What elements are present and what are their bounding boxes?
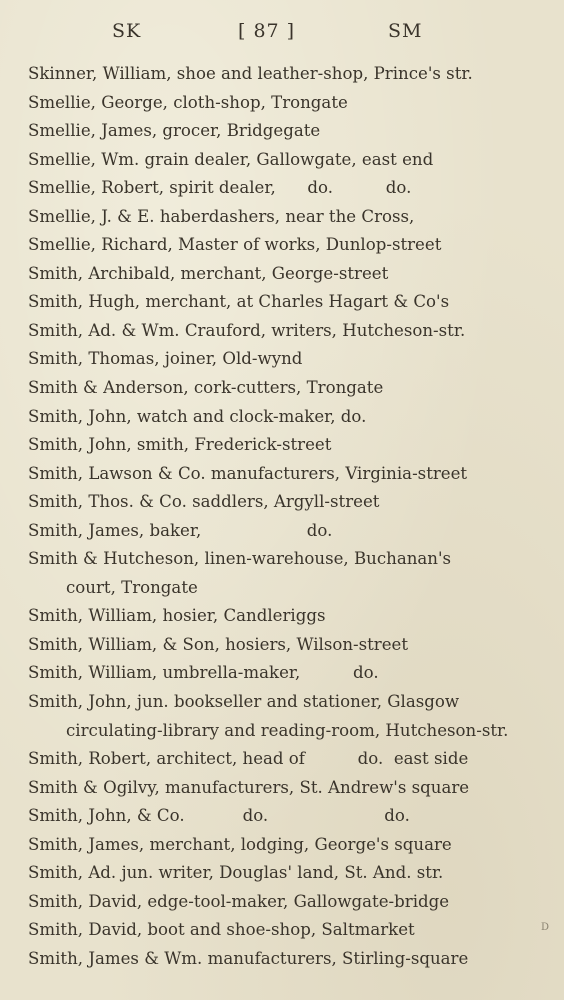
directory-entry: Smith, Hugh, merchant, at Charles Hagart & Co's	[28, 292, 450, 312]
directory-entry: Smellie, Robert, spirit dealer, do. do.	[28, 178, 412, 198]
directory-entry: Skinner, William, shoe and leather-shop, Prince's str.	[28, 64, 473, 83]
directory-entry: Smith, Archibald, merchant, George-street	[28, 263, 389, 283]
page-header	[0, 20, 564, 50]
directory-entry: Smith & Ogilvy, manufacturers, St. Andrew's square	[28, 777, 470, 797]
directory-entry: Smith, Thos. & Co. saddlers, Argyll-street	[28, 492, 380, 512]
directory-entry: Smith, John, smith, Frederick-street	[28, 435, 332, 455]
directory-entry: Smith, Ad. jun. writer, Douglas' land, St. And. str.	[28, 863, 444, 883]
directory-entry: Smellie, Wm. grain dealer, Gallowgate, east end	[28, 149, 434, 169]
directory-entry: Smith & Hutcheson, linen-warehouse, Buchanan's	[28, 549, 452, 569]
header-right-guide: SM	[388, 20, 423, 42]
directory-entry: Smith & Anderson, cork-cutters, Trongate	[28, 378, 384, 398]
directory-entry: Smith, Ad. & Wm. Crauford, writers, Hutcheson-str.	[28, 320, 466, 340]
directory-entry: Smith, James, baker, do.	[28, 520, 333, 540]
directory-entry: Smith, James & Wm. manufacturers, Stirling-square	[28, 948, 469, 968]
directory-entry: Smith, David, boot and shoe-shop, Saltmarket	[28, 920, 415, 940]
directory-entry: Smith, Robert, architect, head of do. east side	[28, 749, 469, 769]
directory-entry: Smith, James, merchant, lodging, George's square	[28, 834, 452, 854]
directory-entry: Smellie, George, cloth-shop, Trongate	[28, 92, 348, 112]
directory-entry-continuation: court, Trongate	[66, 577, 198, 597]
directory-entry-continuation: circulating-library and reading-room, Hutcheson-str.	[66, 720, 509, 740]
directory-entry: Smith, Thomas, joiner, Old-wynd	[28, 349, 303, 369]
directory-entry: Smith, William, umbrella-maker, do.	[28, 663, 379, 683]
directory-entry: Smith, John, jun. bookseller and stationer, Glasgow	[28, 692, 460, 712]
directory-entry: Smith, David, edge-tool-maker, Gallowgate-bridge	[28, 891, 450, 911]
directory-entry: Smith, William, hosier, Candleriggs	[28, 606, 326, 626]
margin-mark: D	[541, 922, 550, 933]
directory-entry: Smith, John, watch and clock-maker, do.	[28, 406, 367, 426]
directory-entry: Smith, John, & Co. do. do.	[28, 806, 410, 826]
directory-entry: Smith, Lawson & Co. manufacturers, Virginia-street	[28, 463, 468, 483]
directory-entry: Smellie, J. & E. haberdashers, near the Cross,	[28, 206, 415, 226]
directory-entry: Smellie, Richard, Master of works, Dunlop-street	[28, 235, 442, 255]
directory-entries	[28, 60, 548, 974]
directory-entry: Smellie, James, grocer, Bridgegate	[28, 121, 321, 141]
page-number: [ 87 ]	[238, 20, 296, 42]
directory-entry: Smith, William, & Son, hosiers, Wilson-street	[28, 634, 409, 654]
header-left-guide: SK	[112, 20, 142, 42]
